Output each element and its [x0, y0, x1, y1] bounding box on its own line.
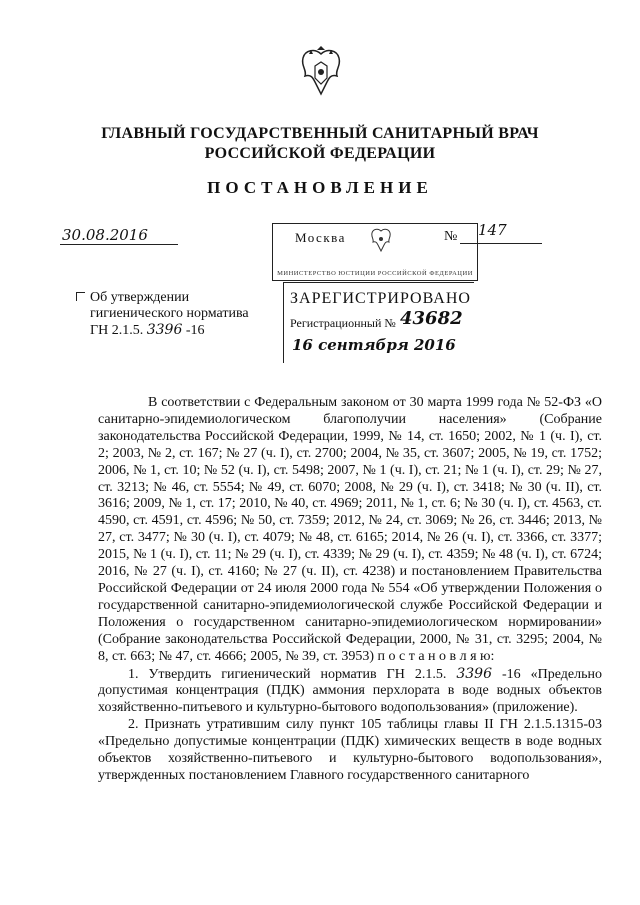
double-headed-eagle-emblem-icon: [297, 44, 345, 100]
document-number: 147: [478, 221, 507, 239]
date-underline: [60, 244, 178, 245]
stamp-emblem-icon: [369, 226, 393, 254]
registration-stamp-title: ЗАРЕГИСТРИРОВАНО: [290, 290, 471, 307]
document-subject: Об утверждении гигиенического норматива ГН 2.1.5. 3396 -16: [90, 290, 249, 338]
document-type: ПОСТАНОВЛЕНИЕ: [207, 178, 433, 197]
item-1-paragraph: 1. Утвердить гигиенический норматив ГН 2.1.5. 3396 -16 «Предельно допустимая концентрация (ПДК) аммония перхлората в воде водных объектов хозяйственно-питьевого и культурно-бытового водопользования» (приложение).: [98, 665, 603, 716]
document-date: 30.08.2016: [62, 226, 148, 244]
document-body: [98, 395, 602, 785]
registration-number-label: Регистрационный №: [290, 316, 396, 330]
registration-date: 16 сентября 2016: [292, 336, 456, 354]
number-underline: [460, 243, 542, 244]
stamp-ministry-text: МИНИСТЕРСТВО ЮСТИЦИИ РОССИЙСКОЙ ФЕДЕРАЦИИ: [277, 270, 473, 277]
preamble-paragraph: В соответствии с Федеральным законом от 30 марта 1999 года № 52-ФЗ «О санитарно-эпидемиологическом благополучии населения» (Собрание законодательства Российской Федерации, 1999, № 14, ст. 1650; 2002, № 1 (ч. I), ст. 2; 2003, № 2, ст. 167; № 27 (ч. I), ст. 2700; 2004, № 35, ст. 3607; 2005, № 19, ст. 1752; 2006, № 1, ст. 10; № 52 (ч. I), ст. 5498; 2007, № 1 (ч. I), ст. 21; № 1 (ч. I), ст. 29; № 27, ст. 3213; № 46, ст. 5554; № 49, ст. 6070; 2008, № 29 (ч. I), ст. 3418; № 30 (ч. II), ст. 3616; 2009, № 1, ст. 17; 2010, № 40, ст. 4969; 2011, № 1, ст. 6; № 30 (ч. I), ст. 4563, ст. 4590, ст. 4591, ст. 4596; № 50, ст. 7359; 2012, № 24, ст. 3069; № 26, ст. 3446; 2013, № 27, ст. 3477; № 30 (ч. I), ст. 4079; № 48, ст. 6165; 2014, № 26 (ч. I), ст. 3366, ст. 3377; 2015, № 1 (ч. I), ст. 11; № 29 (ч. I), ст. 4339; № 29 (ч. I), ст. 4359; № 48 (ч. I), ст. 6724; 2016, № 27 (ч. I), ст. 4160; № 27 (ч. II), ст. 4238) и постановлением Правительства Российской Федерации от 24 июля 2000 года № 554 «Об утверждении Положения о государственной санитарно-эпидемиологической службе Российской Федерации и Положения о государственном санитарно-эпидемиологическом нормировании» (Собрание законодательства Российской Федерации, 2000, № 31, ст. 3295; 2004, № 8, ст. 663; № 47, ст. 4666; 2005, № 39, ст. 3953) п о с т а н о в л я ю:: [98, 395, 602, 664]
subject-bracket: [76, 292, 85, 301]
stamp-city: Москва: [295, 230, 346, 245]
issuer-title: ГЛАВНЫЙ ГОСУДАРСТВЕННЫЙ САНИТАРНЫЙ ВРАЧ РОССИЙСКОЙ ФЕДЕРАЦИИ: [101, 125, 539, 162]
registration-number: 43682: [400, 308, 463, 329]
norm-number-handwritten: 3396: [146, 322, 183, 338]
item-2-paragraph: 2. Признать утратившим силу пункт 105 таблицы главы II ГН 2.1.5.1315-03 «Предельно допустимые концентрации (ПДК) химических веществ в воде водных объектов хозяйственно-питьевого и культурно-бытового водопользования», утвержденных постановлением Главного государственного санитарного: [98, 717, 602, 783]
number-label: №: [444, 229, 458, 244]
item-1-norm-number: 3396: [456, 665, 492, 682]
